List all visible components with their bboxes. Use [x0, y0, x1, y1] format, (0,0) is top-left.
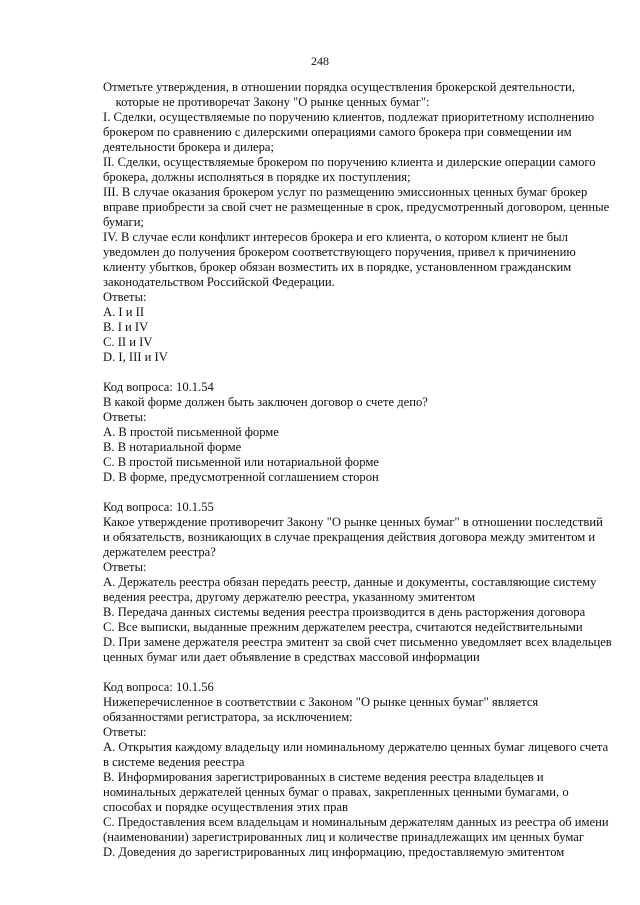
text-line: которые не противоречат Закону "О рынке ценных бумаг":	[103, 95, 430, 109]
text-line: номинальных держателей ценных бумаг о правах, закрепленных ценными бумагами, о	[103, 785, 569, 799]
text-line: B. I и IV	[103, 320, 149, 334]
text-line: ценных бумаг или дает объявление в средствах массовой информации	[103, 650, 480, 664]
text-line: Ответы:	[103, 290, 147, 304]
text-line: A. Держатель реестра обязан передать реестр, данные и документы, составляющие систему	[103, 575, 597, 589]
document-body	[103, 80, 633, 860]
text-line: держателем реестра?	[103, 545, 216, 559]
text-line: уведомлен до получения брокером соответствующего поручения, привел к причинению	[103, 245, 576, 259]
question-block	[103, 80, 633, 365]
question-block	[103, 680, 633, 860]
question-block	[103, 380, 633, 485]
text-line: брокера, должны исполняться в порядке их поступления;	[103, 170, 411, 184]
text-line: Ответы:	[103, 410, 147, 424]
text-line: II. Сделки, осуществляемые брокером по поручению клиента и дилерские операции самого	[103, 155, 596, 169]
text-line: вправе приобрести за свой счет не размещенные в срок, предусмотренный договором, ценные	[103, 200, 610, 214]
text-line: в системе ведения реестра	[103, 755, 245, 769]
text-line: способах и порядке осуществления этих прав	[103, 800, 349, 814]
text-line: IV. В случае если конфликт интересов брокера и его клиента, о котором клиент не был	[103, 230, 568, 244]
text-line: B. В нотариальной форме	[103, 440, 242, 454]
text-line: B. Информирования зарегистрированных в системе ведения реестра владельцев и	[103, 770, 544, 784]
text-line: C. В простой письменной или нотариальной форме	[103, 455, 379, 469]
text-line: D. I, III и IV	[103, 350, 168, 364]
text-line: (наименовании) зарегистрированных лиц и количестве принадлежащих им ценных бумаг	[103, 830, 584, 844]
text-line: B. Передача данных системы ведения реестра производится в день расторжения договора	[103, 605, 586, 619]
text-line: C. II и IV	[103, 335, 153, 349]
text-line: I. Сделки, осуществляемые по поручению клиентов, подлежат приоритетному исполнению	[103, 110, 595, 124]
text-line: Ответы:	[103, 725, 147, 739]
text-line: C. Все выписки, выданные прежним держателем реестра, считаются недействительными	[103, 620, 583, 634]
text-line: Код вопроса: 10.1.55	[103, 500, 214, 514]
text-line: Нижеперечисленное в соответствии с Законом "О рынке ценных бумаг" является	[103, 695, 539, 709]
text-line: Отметьте утверждения, в отношении порядка осуществления брокерской деятельности,	[103, 80, 575, 94]
text-line: III. В случае оказания брокером услуг по размещению эмиссионных ценных бумаг брокер	[103, 185, 588, 199]
text-line: Код вопроса: 10.1.56	[103, 680, 214, 694]
text-line: D. В форме, предусмотренной соглашением сторон	[103, 470, 379, 484]
text-line: Код вопроса: 10.1.54	[103, 380, 214, 394]
text-line: ведения реестра, другому держателю реестра, указанному эмитентом	[103, 590, 476, 604]
text-line: Какое утверждение противоречит Закону "О рынке ценных бумаг" в отношении последствий	[103, 515, 603, 529]
text-line: A. В простой письменной форме	[103, 425, 279, 439]
text-line: клиенту убытков, брокер обязан возместить их в порядке, установленном гражданским	[103, 260, 572, 274]
text-line: обязанностями регистратора, за исключением:	[103, 710, 353, 724]
page-number: 248	[311, 54, 329, 68]
text-line: Ответы:	[103, 560, 147, 574]
text-line: A. Открытия каждому владельцу или номинальному держателю ценных бумаг лицевого счета	[103, 740, 609, 754]
text-line: бумаги;	[103, 215, 144, 229]
text-line: D. При замене держателя реестра эмитент за свой счет письменно уведомляет всех владельцев	[103, 635, 612, 649]
question-block	[103, 500, 633, 665]
text-line: законодательством Российской Федерации.	[103, 275, 335, 289]
text-line: A. I и II	[103, 305, 145, 319]
text-line: C. Предоставления всем владельцам и номинальным держателям данных из реестра об имени	[103, 815, 609, 829]
text-line: брокером по сравнению с дилерскими операциями самого брокера при совмещении им	[103, 125, 572, 139]
text-line: и обязательств, возникающих в случае прекращения действия договора между эмитентом и	[103, 530, 596, 544]
text-line: В какой форме должен быть заключен договор о счете депо?	[103, 395, 428, 409]
text-line: D. Доведения до зарегистрированных лиц информацию, предоставляемую эмитентом	[103, 845, 565, 859]
text-line: деятельности брокера и дилера;	[103, 140, 274, 154]
